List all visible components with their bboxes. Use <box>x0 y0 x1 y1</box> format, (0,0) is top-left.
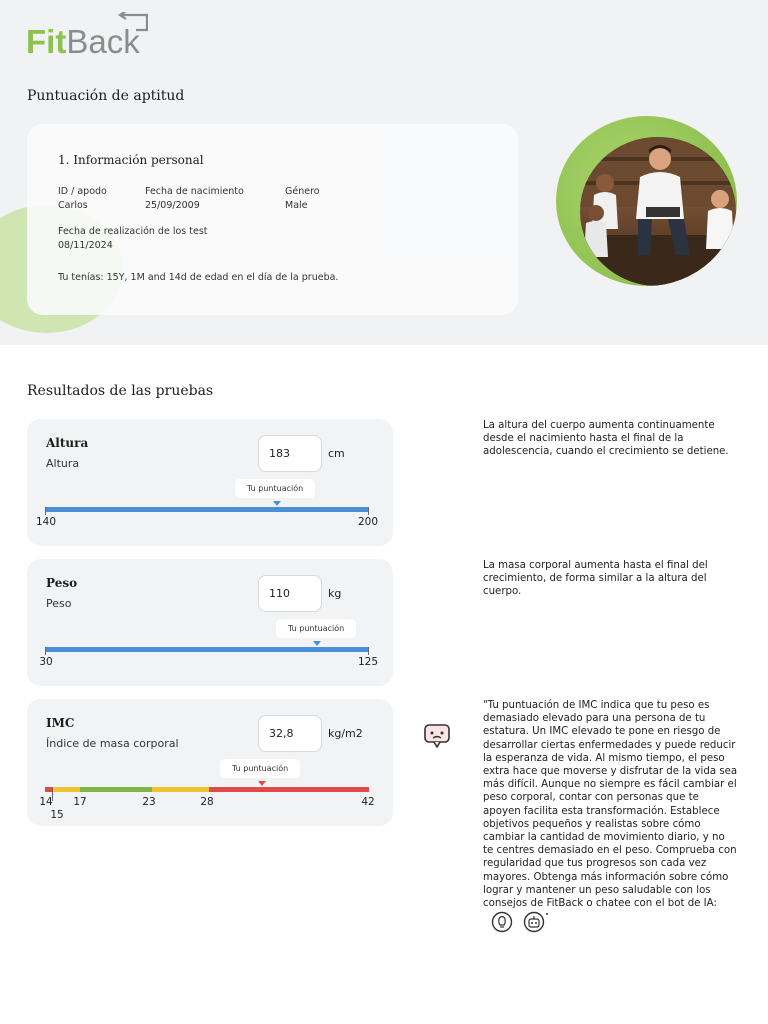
result-card-imc <box>27 699 393 826</box>
range-tick <box>45 647 46 655</box>
range-label: 23 <box>142 796 156 808</box>
score-pointer <box>273 501 281 506</box>
range-tick <box>368 507 369 515</box>
score-range-bar <box>45 647 369 652</box>
result-title: Peso <box>46 576 78 590</box>
bmi-zone-normal <box>80 787 152 792</box>
age-note: Tu tenías: 15Y, 1M and 14d de edad en el día de la prueba. <box>58 272 339 283</box>
score-pointer <box>313 641 321 646</box>
range-max-label: 125 <box>357 656 379 668</box>
range-min-label: 140 <box>35 516 57 528</box>
result-title: IMC <box>46 716 75 730</box>
id-value: Carlos <box>58 200 88 211</box>
score-marker-label: Tu puntuación <box>235 479 315 498</box>
result-value-box: 110 <box>258 575 322 612</box>
result-unit: cm <box>328 447 345 460</box>
bmi-range-bar <box>45 787 369 792</box>
test-date-value: 08/11/2024 <box>58 240 113 251</box>
range-max-label: 200 <box>357 516 379 528</box>
score-marker-label: Tu puntuación <box>220 759 300 778</box>
result-value-box: 32,8 <box>258 715 322 752</box>
imc-description: "Tu puntuación de IMC indica que tu peso es demasiado elevado para una persona de tu estatura. Un IMC elevado te pone en riesgo de desarrollar ciertas enfermedades y puede reducir la esperanza de vida. Al mismo tiempo, el peso extra hace que moverse y disfrutar de la vida sea más difícil. Aunque no siempre es fácil cambiar el peso corporal, contar con personas que te apoyen facilita esta transformación. Establece objetivos pequeños y realistas sobre cómo cambiar la cantidad de movimiento diario, y no te centres demasiado en el peso. Comprueba con regularidad que tus progresos son cada vez mayores. Obtenga más información sobre cómo lograr y mantener un peso saludable con los consejos de FitBack o chatee con el bot de IA: <box>483 700 738 910</box>
dob-label: Fecha de nacimiento <box>145 186 244 197</box>
result-subtitle: Índice de masa corporal <box>46 737 179 750</box>
range-label: 15 <box>50 809 64 821</box>
chatbot-icon[interactable] <box>523 911 551 933</box>
bmi-zone-low <box>53 787 80 792</box>
result-subtitle: Peso <box>46 597 72 610</box>
result-title: Altura <box>46 436 89 450</box>
result-subtitle: Altura <box>46 457 80 470</box>
altura-description: La altura del cuerpo aumenta continuamente desde el nacimiento hasta el final de la adolescencia, cuando el crecimiento se detiene. <box>483 420 729 458</box>
bmi-zone-obese <box>209 787 369 792</box>
score-pointer <box>258 781 266 786</box>
lightbulb-icon[interactable] <box>491 911 513 933</box>
results-title: Resultados de las pruebas <box>27 383 214 399</box>
gender-value: Male <box>285 200 308 211</box>
range-label: 42 <box>361 796 375 808</box>
id-label: ID / apodo <box>58 186 107 197</box>
bmi-zone-overweight <box>152 787 209 792</box>
range-tick <box>368 647 369 655</box>
test-date-label: Fecha de realización de los test <box>58 226 208 237</box>
coach-with-kids-photo <box>580 137 736 286</box>
range-tick <box>45 507 46 515</box>
result-card-peso <box>27 559 393 686</box>
peso-description: La masa corporal aumenta hasta el final del crecimiento, de forma similar a la altura del cuerpo. <box>483 560 708 598</box>
range-label: 28 <box>200 796 214 808</box>
back-arrow-icon <box>66 12 148 38</box>
gender-label: Género <box>285 186 320 197</box>
score-range-bar <box>45 507 369 512</box>
personal-info-card <box>27 124 518 315</box>
ai-chat-icon[interactable] <box>423 723 451 749</box>
range-min-label: 30 <box>39 656 53 668</box>
score-marker-label: Tu puntuación <box>276 619 356 638</box>
dob-value: 25/09/2009 <box>145 200 200 211</box>
profile-photo-frame <box>556 116 737 286</box>
result-card-altura <box>27 419 393 546</box>
result-value-box: 183 <box>258 435 322 472</box>
personal-info-title: 1. Información personal <box>58 153 204 167</box>
page-title: Puntuación de aptitud <box>27 88 185 104</box>
range-label: 14 <box>39 796 53 808</box>
fitback-logo: FitBack <box>26 22 140 62</box>
header-section <box>0 0 768 345</box>
result-unit: kg <box>328 587 342 600</box>
range-label: 17 <box>73 796 87 808</box>
result-unit: kg/m2 <box>328 727 363 740</box>
